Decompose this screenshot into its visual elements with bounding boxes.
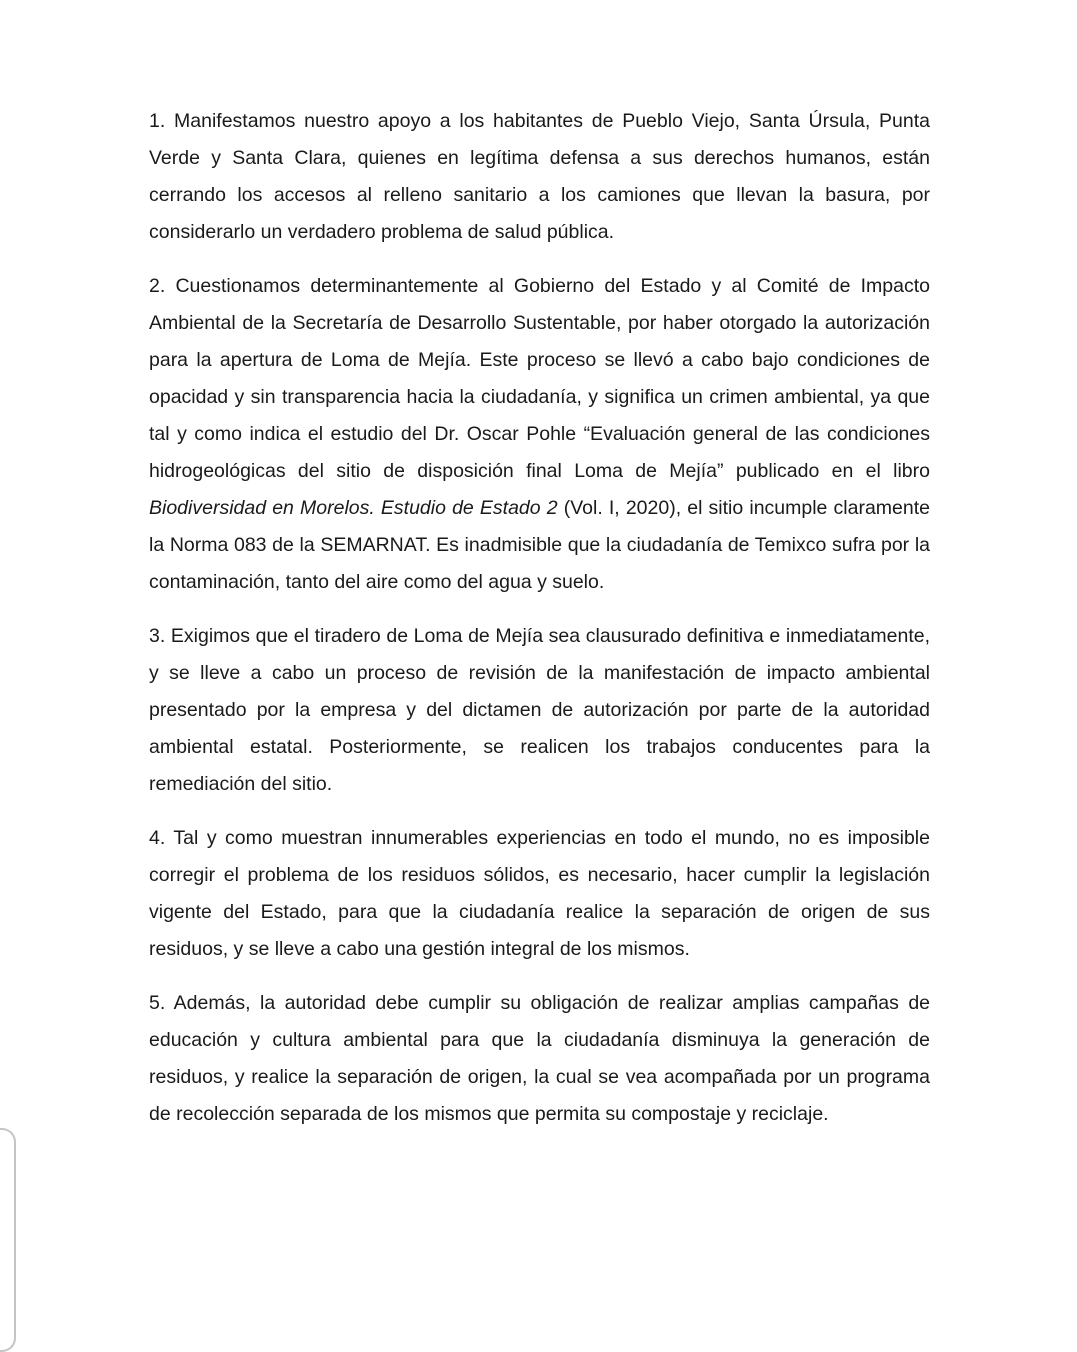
- paragraph-number: 3.: [149, 625, 166, 647]
- paragraph-2: [149, 268, 930, 601]
- document-page: [149, 103, 930, 1150]
- paragraph-text-continued: (Vol. I, 2020), el sitio incumple claramente la Norma 083 de la SEMARNAT. Es inadmisible que la ciudadanía de Temixco sufra por la contaminación, tanto del aire como del agua y suelo.: [149, 497, 930, 593]
- paragraph-number: 5.: [149, 992, 166, 1014]
- paragraph-number: 2.: [149, 275, 166, 297]
- paragraph-5: [149, 985, 930, 1133]
- paragraph-text: Además, la autoridad debe cumplir su obligación de realizar amplias campañas de educación y cultura ambiental para que la ciudadanía disminuya la generación de residuos, y realice la separación de origen, la cual se vea acompañada por un programa de recolección separada de los mismos que permita su compostaje y reciclaje.: [149, 992, 931, 1125]
- paragraph-text: Manifestamos nuestro apoyo a los habitantes de Pueblo Viejo, Santa Úrsula, Punta Verde y Santa Clara, quienes en legítima defensa a sus derechos humanos, están cerrando los accesos al relleno sanitario a los camiones que llevan la basura, por considerarlo un verdadero problema de salud pública.: [149, 110, 930, 243]
- paragraph-number: 4.: [149, 827, 166, 849]
- paragraph-4: [149, 820, 930, 968]
- paragraph-3: [149, 618, 930, 803]
- paragraph-1: [149, 103, 930, 251]
- paragraph-text: Exigimos que el tiradero de Loma de Mejía sea clausurado definitiva e inmediatamente, y se lleve a cabo un proceso de revisión de la manifestación de impacto ambiental presentado por la empresa y del dictamen de autorización por parte de la autoridad ambiental estatal. Posteriormente, se realicen los trabajos conducentes para la remediación del sitio.: [149, 625, 930, 795]
- paragraph-text: Tal y como muestran innumerables experiencias en todo el mundo, no es imposible corregir el problema de los residuos sólidos, es necesario, hacer cumplir la legislación vigente del Estado, para que la ciudadanía realice la separación de origen de sus residuos, y se lleve a cabo una gestión integral de los mismos.: [149, 827, 930, 960]
- paragraph-number: 1.: [149, 110, 166, 132]
- book-title: Biodiversidad en Morelos. Estudio de Estado 2: [149, 497, 558, 519]
- page-edge-decoration: [0, 1128, 16, 1352]
- paragraph-text: Cuestionamos determinantemente al Gobierno del Estado y al Comité de Impacto Ambiental de la Secretaría de Desarrollo Sustentable, por haber otorgado la autorización para la apertura de Loma de Mejía. Este proceso se llevó a cabo bajo condiciones de opacidad y sin transparencia hacia la ciudadanía, y significa un crimen ambiental, ya que tal y como indica el estudio del Dr. Oscar Pohle “Evaluación general de las condiciones hidrogeológicas del sitio de disposición final Loma de Mejía” publicado en el libro: [149, 275, 930, 482]
